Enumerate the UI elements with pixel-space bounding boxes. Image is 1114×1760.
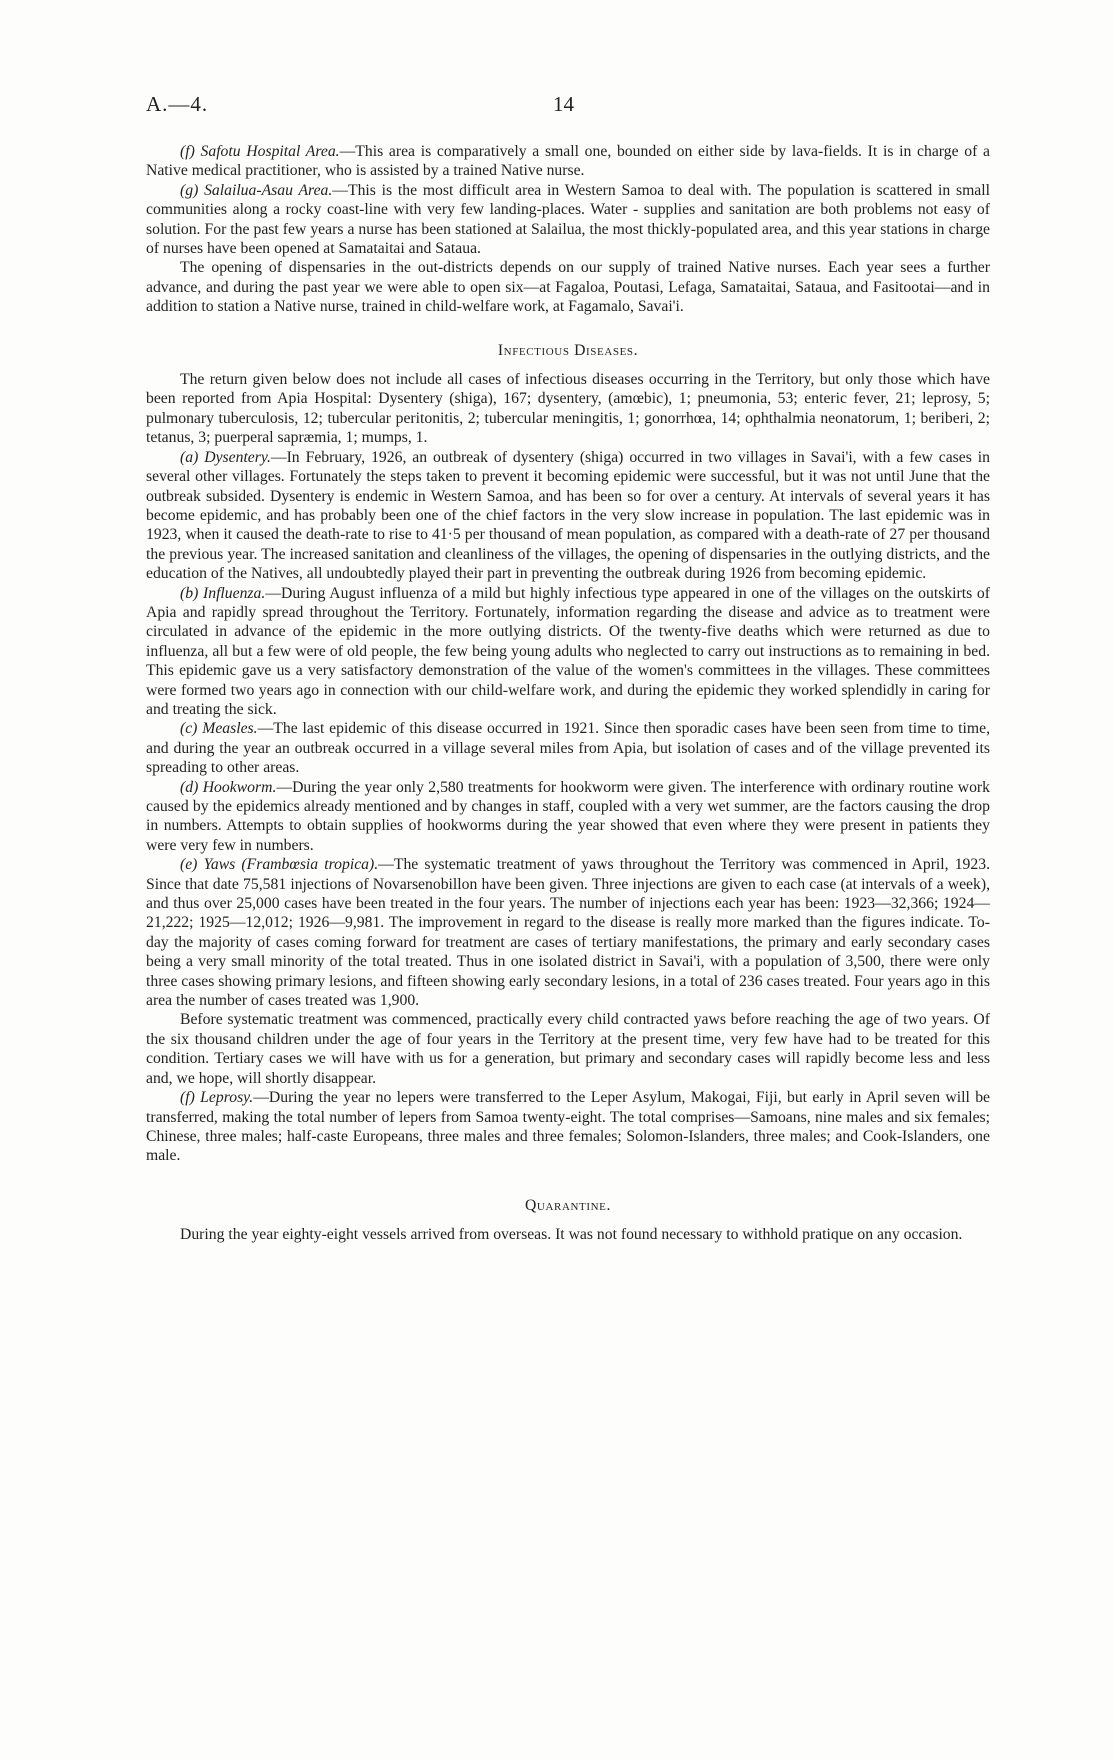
paragraph-label: (e) Yaws (Frambœsia tropica). xyxy=(180,856,379,874)
paragraph-label: (b) Influenza. xyxy=(180,584,266,602)
paragraph-label: (f) Safotu Hospital Area. xyxy=(180,143,340,160)
paragraph-salailua xyxy=(146,181,990,259)
paragraph-text: —In February, 1926, an outbreak of dysentery (shiga) occurred in two villages in Savai'i, with a few cases in several other villages. Fortunately the steps taken to prevent it becoming epidemic were successful, but it was not until June that the outbreak subsided. Dysentery is endemic in Western Samoa, and has been so for over a century. At intervals of several years it has become epidemic, and has probably been one of the chief factors in the very slow increase in population. The last epidemic was in 1923, when it caused the death-rate to rise to 41·5 per thousand of mean population, as compared with a death-rate of 27 per thousand the previous year. The increased sanitation and cleanliness of the villages, the opening of dispensaries in the outlying districts, and the education of the Natives, all undoubtedly played their part in preventing the outbreak during 1926 from becoming epidemic. xyxy=(146,448,990,583)
paragraph-hookworm xyxy=(146,778,990,856)
heading-infectious-diseases: Infectious Diseases. xyxy=(497,341,639,359)
heading-quarantine: Quarantine. xyxy=(524,1196,611,1214)
paragraph-text: —The systematic treatment of yaws throughout the Territory was commenced in April, 1923. Since that date 75,581 injections of Novarsenobillon have been given. Three injections are given to each case (at intervals of a week), and thus over 25,000 cases have been treated in the four years. The number of injections each year has been: 1923—32,366; 1924—21,222; 1925—12,012; 1926—9,981. The improvement in regard to the disease is really more marked than the figures indicate. To-day the majority of cases coming forward for treatment are cases of tertiary manifestations, the primary and early secondary cases being a very small minority of the total treated. Thus in one isolated district in Savai'i, with a population of 3,500, there were only three cases showing primary lesions, and fifteen showing early secondary lesions, in a total of 236 cases treated. Four years ago in this area the number of cases treated was 1,900. xyxy=(146,856,991,1010)
paragraph-safotu xyxy=(146,142,990,181)
paragraph-label: (f) Leprosy. xyxy=(180,1089,254,1107)
paragraph-yaws xyxy=(146,855,990,1010)
paragraph-label: (c) Measles. xyxy=(180,720,258,738)
paragraph-text: —This is the most difficult area in Western Samoa to deal with. The population is scattered in small communities along a rocky coast-line with very few landing-places. Water - supplies and sanitation are both problems not easy of solution. For the past few years a nurse has been stationed at Salailua, the most thickly-populated area, and this year stations in charge of nurses have been opened at Samataitai and Sataua. xyxy=(146,181,990,258)
page-number: 14 xyxy=(553,92,574,116)
paragraph-text: —During the year only 2,580 treatments for hookworm were given. The interference with ordinary routine work caused by the epidemics already mentioned and by changes in staff, coupled with a very wet summer, are the factors causing the drop in numbers. Attempts to obtain supplies of hookworms during the year showed that even where they were present in patients they were very few in numbers. xyxy=(146,778,990,854)
paragraph-measles xyxy=(146,719,990,777)
paragraph-leprosy xyxy=(146,1088,990,1166)
paragraph-label: (d) Hookworm. xyxy=(180,778,277,796)
paragraph-dysentery xyxy=(146,448,990,584)
paragraph-influenza xyxy=(146,584,990,720)
paragraph-label: (a) Dysentery. xyxy=(180,448,271,466)
page-id: A.—4. xyxy=(146,92,209,116)
paragraph-label: (g) Salailua-Asau Area. xyxy=(180,181,333,199)
paragraph-dispensaries: The opening of dispensaries in the out-districts depends on our supply of trained Native nurses. Each year sees a further advance, and during the past year we were able to open six—at Fagaloa, Poutasi, Lefaga, Samataitai, Sataua, and Fasitootai—and in addition to station a Native nurse, trained in child-welfare work, at Fagamalo, Savai'i. xyxy=(146,259,990,316)
paragraph-text: —During August influenza of a mild but highly infectious type appeared in one of the villages on the outskirts of Apia and rapidly spread throughout the Territory. Fortunately, information regarding the disease and advice as to treatment were circulated in advance of the epidemic in the more outlying districts. Of the twenty-five deaths which were returned as due to influenza, all but a few were of old people, the few being young adults who neglected to carry out instructions as to remaining in bed. This epidemic gave us a very satisfactory demonstration of the value of the women's committees in the villages. These committees were formed two years ago in connection with our child-welfare work, and during the epidemic they worked splendidly in caring for and treating the sick. xyxy=(146,584,990,718)
paragraph-text: —During the year no lepers were transferred to the Leper Asylum, Makogai, Fiji, but early in April seven will be transferred, making the total number of lepers from Samoa twenty-eight. The total comprises—Samoans, nine males and six females; Chinese, three males; half-caste Europeans, three males and three females; Solomon-Islanders, three males; and Cook-Islanders, one male. xyxy=(146,1089,990,1165)
page-header xyxy=(146,92,968,124)
paragraph-yaws-continued: Before systematic treatment was commenced, practically every child contracted yaws before reaching the age of two years. Of the six thousand children under the age of four years in the Territory at the present time, very few have had to be treated for this condition. Tertiary cases we will have with us for a generation, but primary and secondary cases will rapidly become less and less and, we hope, will shortly disappear. xyxy=(146,1011,990,1087)
paragraph-text: —This area is comparatively a small one, bounded on either side by lava-fields. It is in charge of a Native medical practitioner, who is assisted by a trained Native nurse. xyxy=(146,143,990,180)
paragraph-text: —The last epidemic of this disease occurred in 1921. Since then sporadic cases have been seen from time to time, and during the year an outbreak occurred in a village several miles from Apia, but isolation of cases and of the village prevented its spreading to other areas. xyxy=(146,720,990,777)
paragraph-infectious-intro: The return given below does not include all cases of infectious diseases occurring in the Territory, but only those which have been reported from Apia Hospital: Dysentery (shiga), 167; dysentery, (amœbic), 1; pneumonia, 53; enteric fever, 21; leprosy, 5; pulmonary tuberculosis, 12; tubercular peritonitis, 2; tubercular meningitis, 1; gonorrhœa, 14; ophthalmia neonatorum, 1; beriberi, 2; tetanus, 3; puerperal sapræmia, 1; mumps, 1. xyxy=(146,371,990,447)
document-body xyxy=(146,142,990,1245)
paragraph-quarantine: During the year eighty-eight vessels arrived from overseas. It was not found necessary to withhold pratique on any occasion. xyxy=(180,1226,963,1244)
